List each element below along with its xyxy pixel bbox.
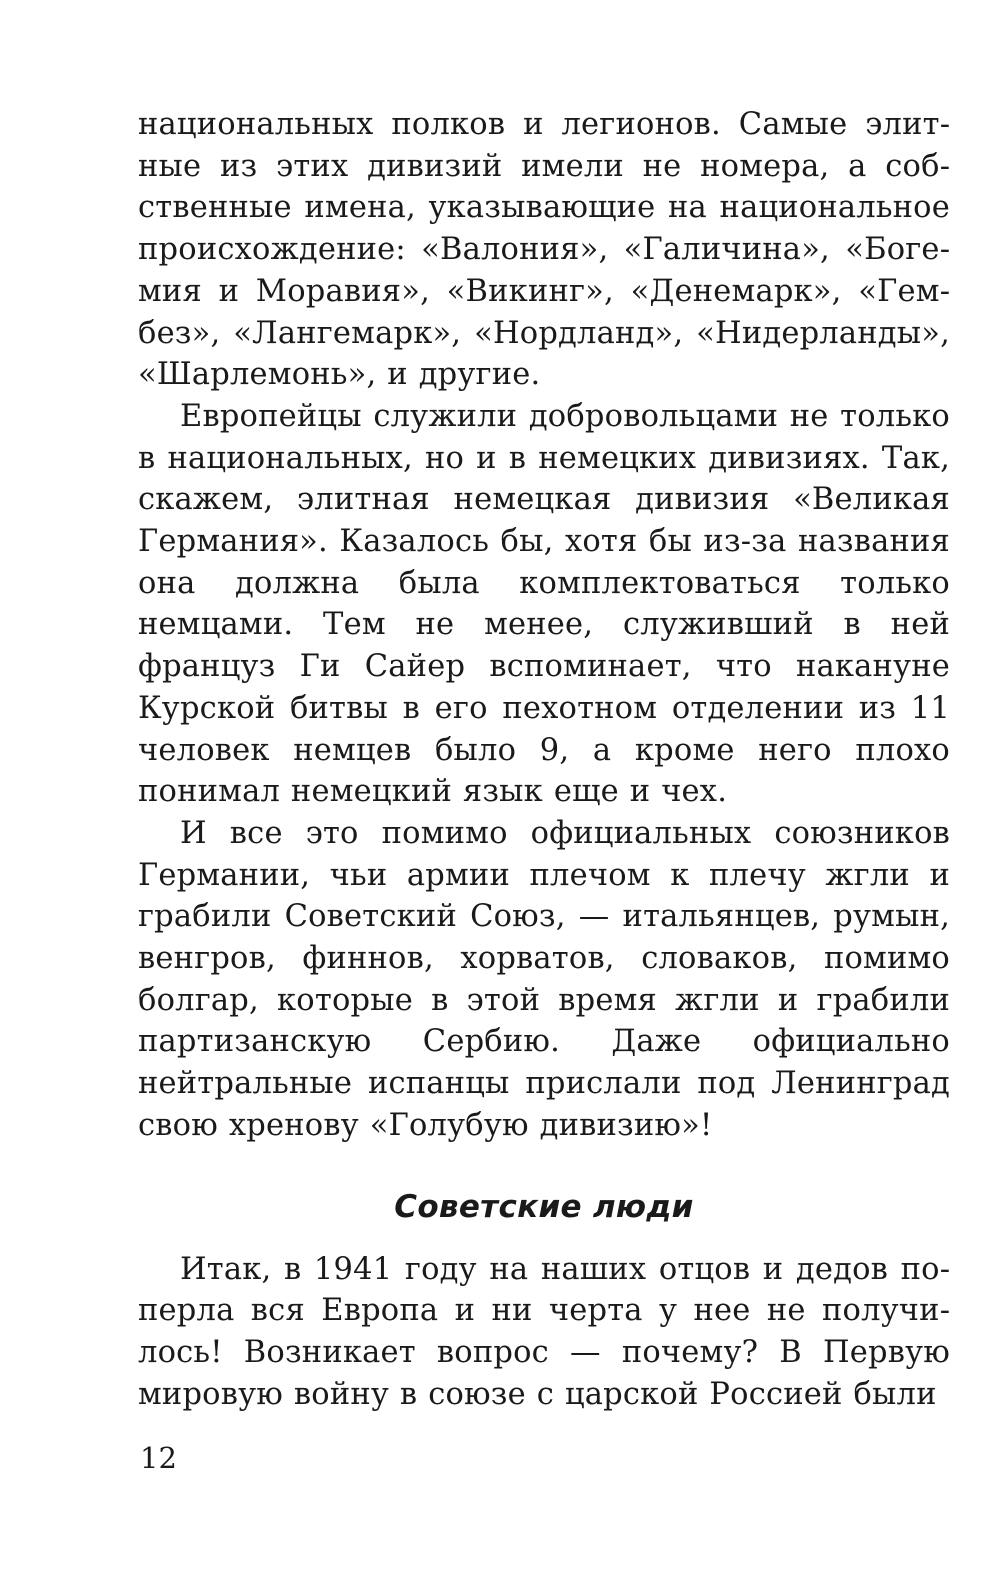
- page-body: [138, 104, 950, 1415]
- paragraph-4: Итак, в 1941 году на наших отцов и дедов поперла вся Европа и ни черта у нее не получилось! Возникает вопрос — почему? В Первую мировую войну в союзе с царской Россией были: [138, 1251, 950, 1412]
- page-number: 12: [140, 1441, 177, 1475]
- paragraph-3: И все это помимо официальных союзников Германии, чьи армии плечом к плечу жгли и грабили Советский Союз, — итальянцев, румын, венгров, финнов, хорватов, словаков, помимо болгар, которые в этой время жгли и грабили партизанскую Сербию. Даже официально нейтральные испанцы прислали под Ленинград свою хренову «Голубую дивизию»!: [138, 815, 950, 1143]
- paragraph-2: Европейцы служили добровольцами не только в национальных, но и в немецких дивизиях. Так, скажем, элитная немецкая дивизия «Великая Германия». Казалось бы, хотя бы из-за названия она должна была комплектоваться только немцами. Тем не менее, служивший в ней француз Ги Сайер вспоминает, что накануне Курской битвы в его пехотном отделении из 11 человек немцев было 9, а кроме него плохо понимал немецкий язык еще и чех.: [138, 398, 950, 810]
- section-heading: Советские люди: [394, 1188, 694, 1225]
- paragraph-1: национальных полков и легионов. Самые элитные из этих дивизий имели не номера, а собственные имена, указывающие на национальное происхождение: «Валония», «Галичина», «Богемия и Моравия», «Викинг», «Денемарк», «Гембез», «Лангемарк», «Нордланд», «Нидерланды», «Шарлемонь», и другие.: [138, 107, 950, 393]
